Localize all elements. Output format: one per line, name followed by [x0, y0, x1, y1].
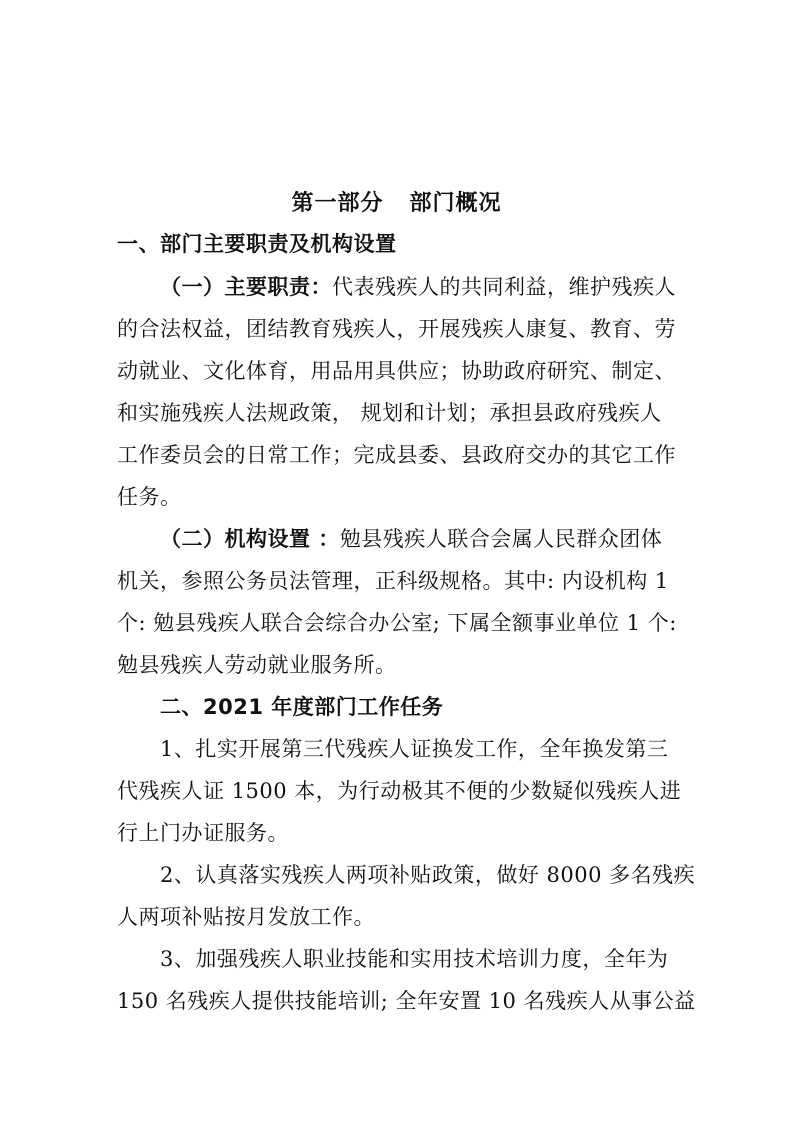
task-line: 人两项补贴按月发放工作。 — [117, 905, 375, 929]
duties-label: （一）主要职责： — [160, 275, 332, 299]
duties-line: 和实施残疾人法规政策， 规划和计划；承担县政府残疾人 — [117, 401, 662, 425]
duties-line: 工作委员会的日常工作；完成县委、县政府交办的其它工作 — [117, 443, 676, 467]
duties-line: 动就业、文化体育，用品用具供应；协助政府研究、制定、 — [117, 359, 676, 383]
org-line: 个: 勉县残疾人联合会综合办公室; 下属全额事业单位 1 个: — [117, 611, 677, 635]
duties-first-line — [160, 273, 680, 301]
duties-line: 代表残疾人的共同利益，维护残疾人 — [332, 275, 676, 299]
duties-line: 的合法权益，团结教育残疾人，开展残疾人康复、教育、劳 — [117, 317, 676, 341]
task-line: 2、认真落实残疾人两项补贴政策，做好 8000 多名残疾 — [160, 863, 696, 887]
task-line: 代残疾人证 1500 本，为行动极其不便的少数疑似残疾人进 — [117, 779, 682, 803]
section1-heading: 一、部门主要职责及机构设置 — [117, 232, 397, 256]
task-line: 行上门办证服务。 — [117, 821, 289, 845]
org-first-line — [160, 525, 680, 553]
task-line: 3、加强残疾人职业技能和实用技术培训力度，全年为 — [160, 947, 669, 971]
org-line: 勉县残疾人联合会属人民群众团体 — [339, 527, 663, 551]
duties-line: 任务。 — [117, 485, 182, 509]
task-line: 150 名残疾人提供技能培训; 全年安置 10 名残疾人从事公益 — [117, 989, 696, 1013]
section2-heading: 二、2021 年度部门工作任务 — [160, 695, 444, 719]
org-line: 勉县残疾人劳动就业服务所。 — [117, 653, 397, 677]
task-line: 1、扎实开展第三代残疾人证换发工作，全年换发第三 — [160, 737, 669, 761]
org-label: （二）机构设置 ： — [160, 527, 340, 551]
org-line: 机关，参照公务员法管理，正科级规格。其中: 内设机构 1 — [117, 569, 669, 593]
page-title: 第一部分 部门概况 — [291, 191, 502, 216]
